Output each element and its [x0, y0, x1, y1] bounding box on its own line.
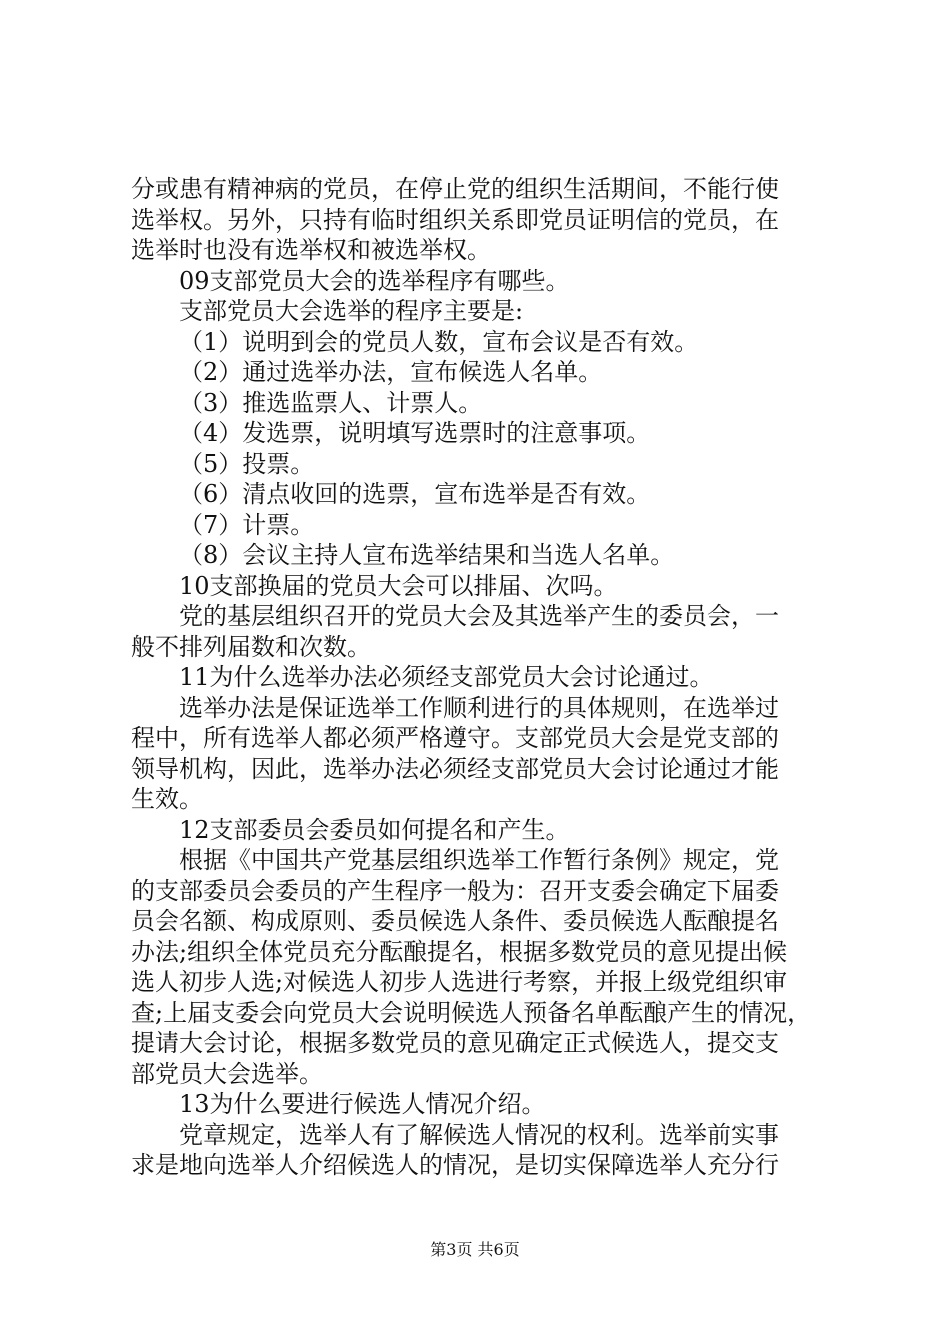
- list-item: （1）说明到会的党员人数，宣布会议是否有效。: [179, 327, 699, 356]
- list-item: （3）推选监票人、计票人。: [179, 388, 483, 417]
- text-line: 般不排列届数和次数。: [131, 632, 371, 661]
- list-item: （4）发选票，说明填写选票时的注意事项。: [179, 419, 651, 447]
- text-line: 根据《中国共产党基层组织选举工作暂行条例》规定，党: [179, 846, 779, 874]
- question-heading: 13为什么要进行候选人情况介绍。: [179, 1090, 546, 1118]
- page-number: 第3页 共6页: [430, 1240, 520, 1259]
- text-line: 员会名额、构成原则、委员候选人条件、委员候选人酝酿提名: [131, 907, 779, 935]
- text-line: 选举权。另外，只持有临时组织关系即党员证明信的党员，在: [131, 205, 779, 234]
- list-item: （7）计票。: [179, 510, 315, 539]
- text-line: 支部党员大会选举的程序主要是:: [179, 297, 524, 325]
- text-line: 领导机构，因此，选举办法必须经支部党员大会讨论通过才能: [131, 754, 779, 783]
- question-heading: 09支部党员大会的选举程序有哪些。: [179, 266, 570, 295]
- text-line: 选举时也没有选举权和被选举权。: [131, 236, 491, 264]
- question-heading: 12支部委员会委员如何提名和产生。: [179, 815, 570, 844]
- page-footer: [0, 1240, 950, 1260]
- text-line: 求是地向选举人介绍候选人的情况，是切实保障选举人充分行: [131, 1151, 779, 1179]
- body-text: [131, 174, 831, 1181]
- text-line: 提请大会讨论，根据多数党员的意见确定正式候选人，提交支: [131, 1029, 779, 1057]
- question-heading: 10支部换届的党员大会可以排届、次吗。: [179, 571, 618, 600]
- text-line: 党的基层组织召开的党员大会及其选举产生的委员会，一: [179, 602, 779, 630]
- question-heading: 11为什么选举办法必须经支部党员大会讨论通过。: [179, 663, 714, 691]
- text-line: 分或患有精神病的党员，在停止党的组织生活期间，不能行使: [131, 175, 779, 203]
- text-line: 程中，所有选举人都必须严格遵守。支部党员大会是党支部的: [131, 724, 779, 752]
- list-item: （6）清点收回的选票，宣布选举是否有效。: [179, 480, 651, 508]
- text-line: 部党员大会选举。: [131, 1059, 323, 1088]
- text-line: 的支部委员会委员的产生程序一般为：召开支委会确定下届委: [131, 876, 779, 905]
- text-line: 查;上届支委会向党员大会说明候选人预备名单酝酿产生的情况，: [131, 998, 812, 1027]
- text-line: 办法;组织全体党员充分酝酿提名，根据多数党员的意见提出候: [131, 937, 788, 966]
- text-line: 党章规定，选举人有了解候选人情况的权利。选举前实事: [179, 1120, 779, 1149]
- text-line: 选举办法是保证选举工作顺利进行的具体规则，在选举过: [179, 693, 779, 722]
- list-item: （8）会议主持人宣布选举结果和当选人名单。: [179, 541, 675, 569]
- list-item: （5）投票。: [179, 449, 315, 478]
- text-line: 选人初步人选;对候选人初步人选进行考察，并报上级党组织审: [131, 968, 788, 996]
- text-line: 生效。: [131, 785, 203, 813]
- list-item: （2）通过选举办法，宣布候选人名单。: [179, 358, 603, 386]
